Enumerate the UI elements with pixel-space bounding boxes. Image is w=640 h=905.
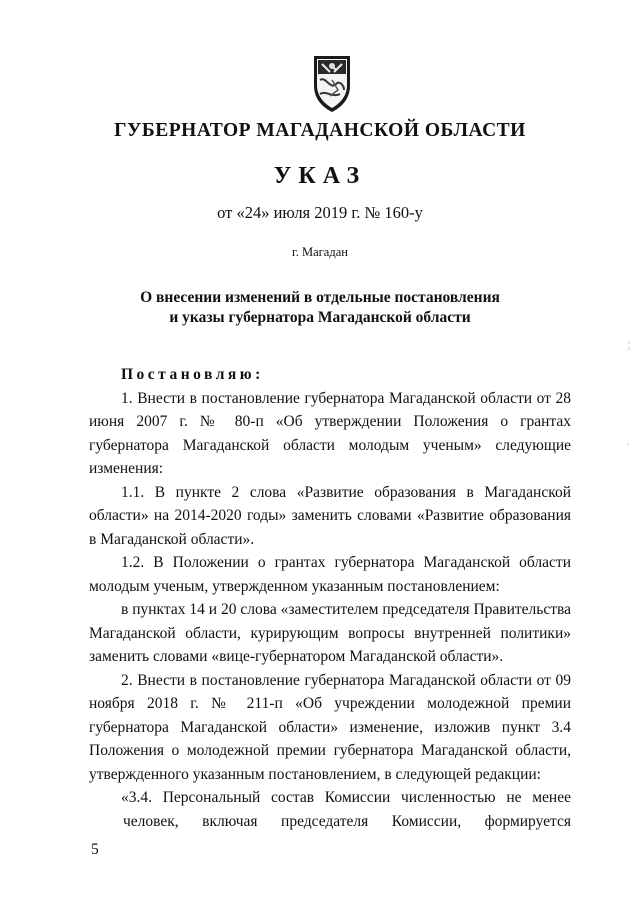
issue-place: г. Магадан (292, 245, 348, 259)
decree-heading: УКАЗ (273, 163, 367, 189)
subject-line-1: О внесении изменений в отдельные постановления (140, 289, 500, 306)
paragraph-1-2-a: в пунктах 14 и 20 слова «заместителем председателя Правительства Магаданской области, курирующим вопросы внутренней политики» заменить словами «вице-губернатором Магаданской области». (89, 601, 571, 665)
number-five: 5 (91, 841, 99, 858)
margin-mark: ¦ (628, 340, 631, 351)
paragraph-1-1: 1.1. В пункте 2 слова «Развитие образования в Магаданской области» на 2014-2020 годы» заменить словами «Развитие образования в Магаданской области». (89, 483, 571, 548)
decree-subject (0, 288, 640, 328)
issuer-title: ГУБЕРНАТОР МАГАДАНСКОЙ ОБЛАСТИ (114, 120, 526, 141)
subject-line-2: и указы губернатора Магаданской области (169, 309, 471, 326)
decree-dateline: от «24» июля 2019 г. № 160-у (217, 203, 423, 222)
paragraph-1: 1. Внести в постановление губернатора Магаданской области от 28 июня 2007 г. № 80-п «Об утверждении Положения о грантах губернатора Магаданской области молодым ученым» следующие изменения: (89, 389, 571, 477)
margin-mark: · (626, 440, 630, 451)
coat-of-arms-emblem (300, 50, 364, 114)
paragraph-3-start: «3.4. Персональный состав Комиссии численностью не менее (121, 789, 571, 806)
decree-lead: Постановляю: (121, 366, 264, 383)
paragraph-3-line-2: человек, включая председателя Комиссии, формируется (123, 812, 571, 830)
paragraph-2: 2. Внести в постановление губернатора Магаданской области от 09 ноября 2018 г. № 211-п «Об учреждении молодежной премии губернатора Магаданской области» изменение, изложив пункт 3.4 Положения о молодежной премии губернатора Магаданской области, утвержденного указанным постановлением, в следующей редакции: (89, 671, 571, 783)
paragraph-1-2: 1.2. В Положении о грантах губернатора Магаданской области молодым ученым, утвержденном указанным постановлением: (89, 554, 571, 595)
decree-body (89, 363, 571, 833)
